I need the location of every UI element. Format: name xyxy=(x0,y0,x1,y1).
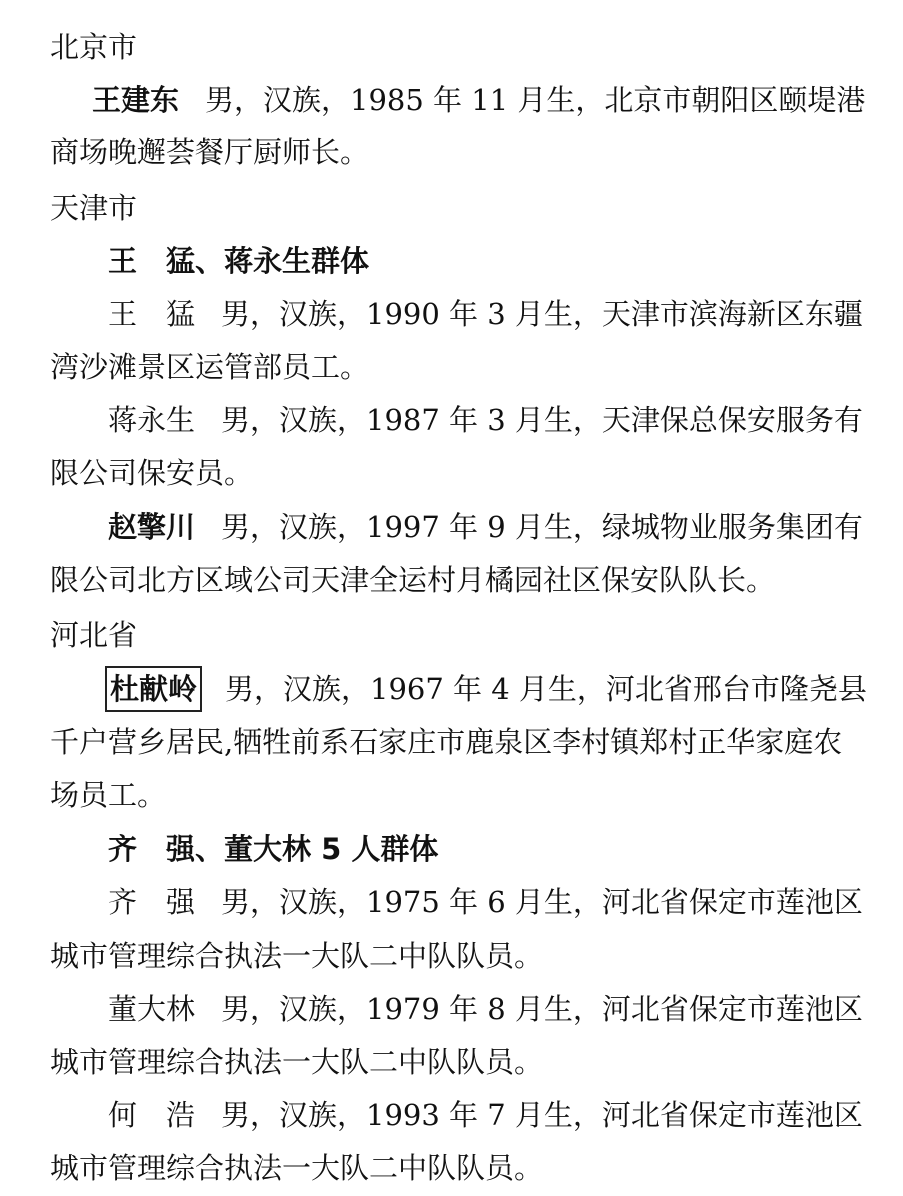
person-name: 齐 强 xyxy=(108,885,196,919)
person-details: 男，汉族，1967 年 4 月生，河北省邢台市隆尧县 xyxy=(225,672,867,706)
person-details: 男，汉族，1975 年 6 月生，河北省保定市莲池区 xyxy=(221,885,863,919)
entry-line-du-xianling xyxy=(108,669,867,709)
entry-continuation: 城市管理综合执法一大队二中队队员。 xyxy=(50,1045,544,1079)
person-details: 男，汉族，1997 年 9 月生，绿城物业服务集团有 xyxy=(221,510,863,544)
entry-line-dong-dalin xyxy=(108,989,863,1029)
entry-continuation: 城市管理综合执法一大队二中队队员。 xyxy=(50,939,544,973)
person-name: 赵擎川 xyxy=(108,510,196,544)
person-name: 王 猛 xyxy=(108,297,196,331)
entry-continuation: 湾沙滩景区运管部员工。 xyxy=(50,350,370,384)
entry-line-zhao-qingchuan xyxy=(108,507,863,547)
person-details: 男，汉族，1993 年 7 月生，河北省保定市莲池区 xyxy=(221,1098,863,1132)
province-heading-tianjin: 天津市 xyxy=(50,191,138,225)
person-name: 何 浩 xyxy=(108,1098,196,1132)
entry-line-he-hao xyxy=(108,1095,863,1135)
entry-line-wang-meng xyxy=(108,294,863,334)
entry-line-jiang-yongsheng xyxy=(108,400,863,440)
entry-continuation: 商场晚邂荟餐厅厨师长。 xyxy=(50,135,370,169)
group-title: 王 猛、蒋永生群体 xyxy=(108,244,370,278)
entry-continuation: 限公司北方区域公司天津全运村月橘园社区保安队队长。 xyxy=(50,563,776,597)
person-name: 蒋永生 xyxy=(108,403,196,437)
person-name: 董大林 xyxy=(108,992,196,1026)
person-details: 男，汉族，1979 年 8 月生，河北省保定市莲池区 xyxy=(221,992,863,1026)
person-details: 男，汉族，1985 年 11 月生，北京市朝阳区颐堤港 xyxy=(205,83,866,117)
province-heading-hebei: 河北省 xyxy=(50,618,138,652)
entry-continuation: 限公司保安员。 xyxy=(50,456,254,490)
entry-continuation: 场员工。 xyxy=(50,778,167,812)
entry-line-qi-qiang xyxy=(108,882,863,922)
entry-continuation: 千户营乡居民,牺牲前系石家庄市鹿泉区李村镇郑村正华家庭农 xyxy=(50,725,843,759)
entry-line-wang-jiandong xyxy=(92,80,866,120)
group-title: 齐 强、董大林 5 人群体 xyxy=(108,832,439,866)
entry-continuation: 城市管理综合执法一大队二中队队员。 xyxy=(50,1151,544,1185)
person-name-boxed: 杜献岭 xyxy=(108,669,199,709)
person-name: 王建东 xyxy=(92,83,180,117)
province-heading-beijing: 北京市 xyxy=(50,30,138,64)
person-details: 男，汉族，1990 年 3 月生，天津市滨海新区东疆 xyxy=(221,297,863,331)
person-details: 男，汉族，1987 年 3 月生，天津保总保安服务有 xyxy=(221,403,863,437)
